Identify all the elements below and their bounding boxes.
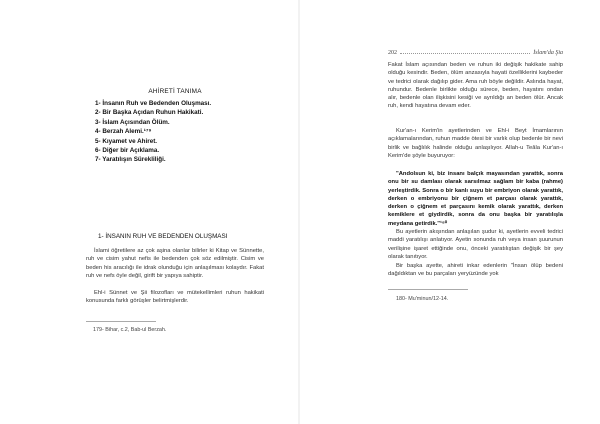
section-heading: 1- İNSANIN RUH VE BEDENDEN OLUŞMASI	[98, 233, 228, 240]
right-page	[300, 0, 600, 424]
footnote-rule	[388, 289, 468, 290]
body-paragraph: Ehl-i Sünnet ve Şii filozofları ve mütekellimleri ruhun hakikati konusunda farklı görüşler belirtmişlerdir.	[86, 290, 264, 305]
footnote: 179- Bihar, c.2, Bab-ul Berzah.	[93, 327, 167, 333]
body-paragraph: Fakat İslam açısından beden ve ruhun iki değişik hakikate sahip olduğu kesindir. Beden, ölüm anzasıyla hayati özelliklerini kaybeder ve tedrici olarak dağılıp gider. Ama ruh böyle değildir. Aslında hayat, ruhundur. Bedenle birlikte olduğu sürece, beden, hayatını ondan alır, bedenle olan ilişkisini kesiği ve ayrıldığı an beden ölür. Ancak ruh, kendi hayatına devam eder.	[388, 62, 563, 110]
toc-item: 3- İslam Açısından Ölüm.	[95, 118, 170, 126]
header-leader	[400, 50, 530, 54]
toc-item: 4- Berzah Alemi.¹⁷⁹	[95, 128, 152, 136]
running-header	[388, 50, 563, 56]
toc-item: 7- Yaratılışın Sürekliliği.	[95, 156, 166, 164]
running-head-title: İslam'da Şia	[533, 50, 563, 56]
toc-item: 5- Kıyamet ve Ahiret.	[95, 137, 158, 145]
toc-title: AHİRETİ TANIMA	[148, 88, 202, 95]
quran-quote: "Andolsun ki, biz insanı balçık mayasından yarattık, sonra onu bir su damlası olarak sarsılmaz sağlam bir kaba (rahme) yerleştirdik. Sonra o bir kanlı suyu bir embriyon olarak yarattık, derken o embriyonu bir çiğnem et parçası olarak yarattık, derken o çiğnem et parçasını kemik olarak yarattık, derken kemiklere et giydirdik, sonra da onu başka bir yaratılışla meydana getirdik."¹⁸⁰	[388, 171, 563, 227]
body-paragraph: Bu ayetlerin akışından anlaşılan şudur ki, ayetlerin evveli tedrici maddi yaratılışı anlatıyor. Ayetin sonunda ruh veya insan şuurunun verilişine işaret ettiğinde onu, önceki yaratılıştan değişik bir şey olarak tanıtıyor.	[388, 229, 563, 260]
toc-list	[95, 99, 275, 165]
body-paragraph: Bir başka ayette, ahireti inkar edenlerin "İnsan ölüp bedeni dağıldıktan ve bu parçaları yeryüzünde yok	[388, 263, 563, 278]
toc-item: 2- Bir Başka Açıdan Ruhun Hakikati.	[95, 109, 204, 117]
toc-item: 6- Diğer bir Açıklama.	[95, 147, 160, 155]
footnote-rule	[86, 321, 156, 322]
body-paragraph: Kur'an-ı Kerim'in ayetlerinden ve Ehl-i Beyt İmamlarının açıklamalarından, ruhun madde ötesi bir varlık olup bedenle bir nevi birlik ve bağlılık halinde olduğu anlaşılıyor. Allah-u Teâla Kur'an-ı Kerim'de şöyle buyuruyor:	[388, 128, 563, 159]
footnote: 180- Mu'minun/12-14.	[396, 296, 449, 302]
toc-item: 1- İnsanın Ruh ve Bedenden Oluşması.	[95, 100, 212, 107]
page-number: 202	[388, 50, 397, 56]
body-paragraph: İslami öğretilere az çok aşina olanlar bilirler ki Kitap ve Sünnette, ruh ve cisim yahut nefis ile bedenden çok söz edilmiştir. Cisim ve beden his aracılığı ile idrak olunduğu için anlaşılması kolaydır. Fakat ruh ve nefs öyle değil, girift bir yapıya sahiptir.	[86, 248, 264, 279]
